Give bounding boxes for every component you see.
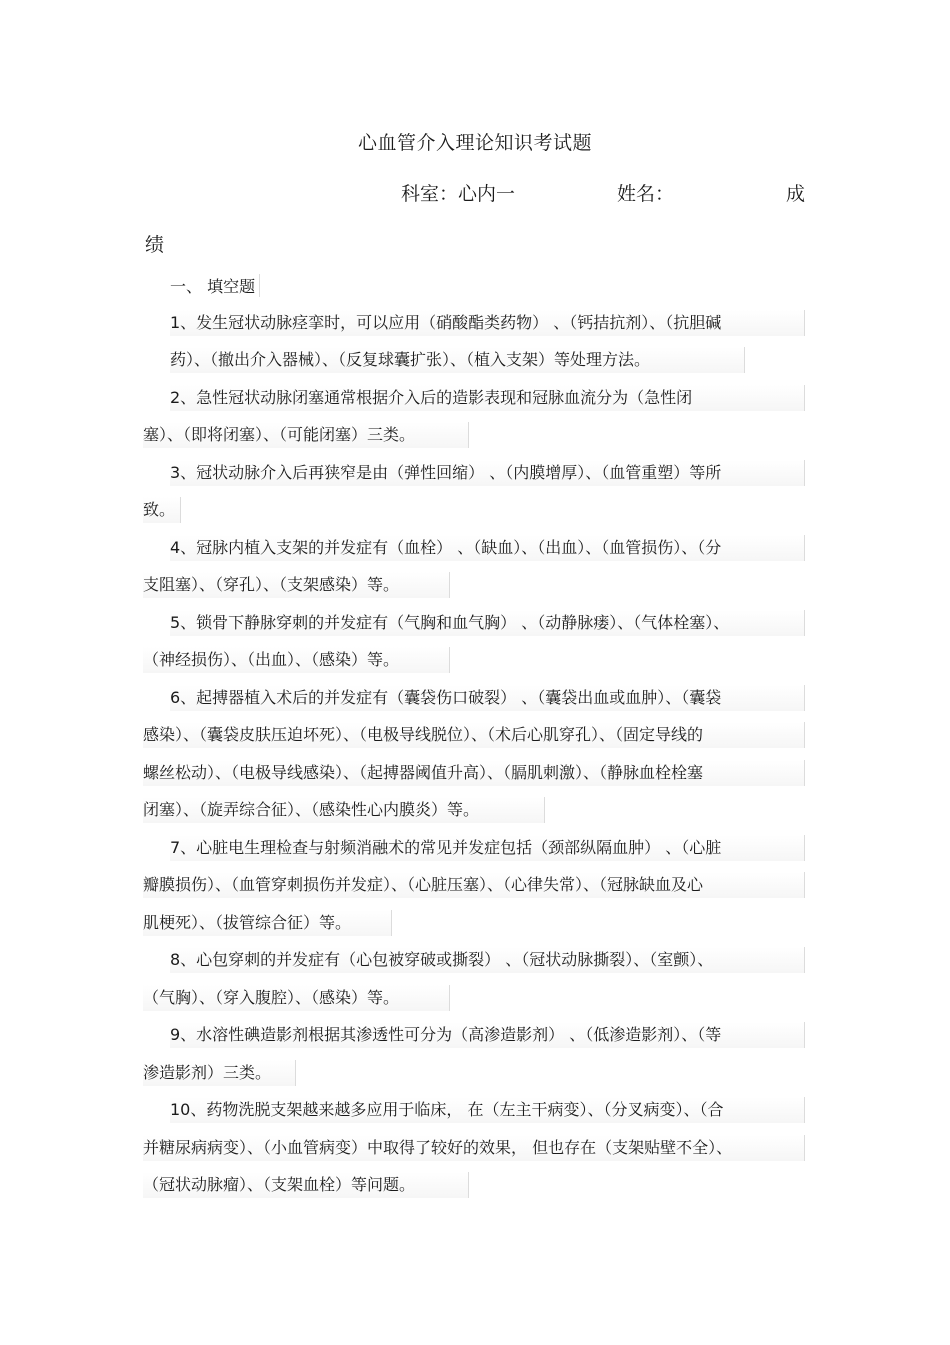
- question-line: 渗造影剂）三类。: [143, 1060, 296, 1086]
- question-line: 闭塞）、（旋弄综合征）、（感染性心内膜炎）等。: [143, 797, 545, 823]
- question-line: 9、水溶性碘造影剂根据其渗透性可分为（高渗造影剂） 、（低渗造影剂）、（等: [170, 1022, 805, 1048]
- question-line: 2、急性冠状动脉闭塞通常根据介入后的造影表现和冠脉血流分为（急性闭: [170, 385, 805, 411]
- question-line: （气胸）、（穿入腹腔）、（感染）等。: [143, 985, 450, 1011]
- question-line: 3、冠状动脉介入后再狭窄是由（弹性回缩） 、（内膜增厚）、（血管重塑）等所: [170, 460, 805, 486]
- question-line: 8、心包穿刺的并发症有（心包被穿破或撕裂） 、（冠状动脉撕裂）、（室颤）、: [170, 947, 805, 973]
- question-line: 6、起搏器植入术后的并发症有（囊袋伤口破裂） 、（囊袋出血或血肿）、（囊袋: [170, 685, 805, 711]
- page-title: 心血管介入理论知识考试题: [357, 132, 592, 154]
- score-label-part1: 成: [786, 183, 806, 205]
- name-label: 姓名：: [617, 183, 675, 205]
- section-heading-fill-in-blank: 一、 填空题: [170, 274, 260, 297]
- question-line: （冠状动脉瘤）、（支架血栓）等问题。: [143, 1172, 469, 1198]
- question-line: 致。: [143, 497, 181, 523]
- question-line: 支阻塞）、（穿孔）、（支架感染）等。: [143, 572, 450, 598]
- question-line: （神经损伤）、（出血）、（感染）等。: [143, 647, 450, 673]
- question-line: 5、锁骨下静脉穿刺的并发症有（气胸和血气胸） 、（动静脉瘘）、（气体栓塞）、: [170, 610, 805, 636]
- question-line: 10、药物洗脱支架越来越多应用于临床， 在（左主干病变）、（分叉病变）、（合: [170, 1097, 805, 1123]
- question-line: 药）、（撤出介入器械）、（反复球囊扩张）、（植入支架）等处理方法。: [170, 347, 745, 373]
- question-line: 并糖尿病病变）、（小血管病变）中取得了较好的效果， 但也存在（支架贴壁不全）、: [143, 1135, 805, 1161]
- score-label-part2: 绩: [145, 234, 165, 256]
- question-line: 螺丝松动）、（电极导线感染）、（起搏器阈值升高）、（膈肌刺激）、（静脉血栓栓塞: [143, 760, 805, 786]
- department-label: 科室：心内一: [401, 183, 516, 205]
- question-line: 感染）、（囊袋皮肤压迫坏死）、（电极导线脱位）、（术后心肌穿孔）、（固定导线的: [143, 722, 805, 748]
- question-line: 肌梗死）、（拔管综合征）等。: [143, 910, 392, 936]
- question-line: 1、发生冠状动脉痉挛时，可以应用（硝酸酯类药物） 、（钙拮抗剂）、（抗胆碱: [170, 310, 805, 336]
- question-line: 7、心脏电生理检查与射频消融术的常见并发症包括（颈部纵隔血肿） 、（心脏: [170, 835, 805, 861]
- question-line: 瓣膜损伤）、（血管穿刺损伤并发症）、（心脏压塞）、（心律失常）、（冠脉缺血及心: [143, 872, 805, 898]
- question-line: 塞）、（即将闭塞）、（可能闭塞）三类。: [143, 422, 469, 448]
- question-line: 4、冠脉内植入支架的并发症有（血栓） 、（缺血）、（出血）、（血管损伤）、（分: [170, 535, 805, 561]
